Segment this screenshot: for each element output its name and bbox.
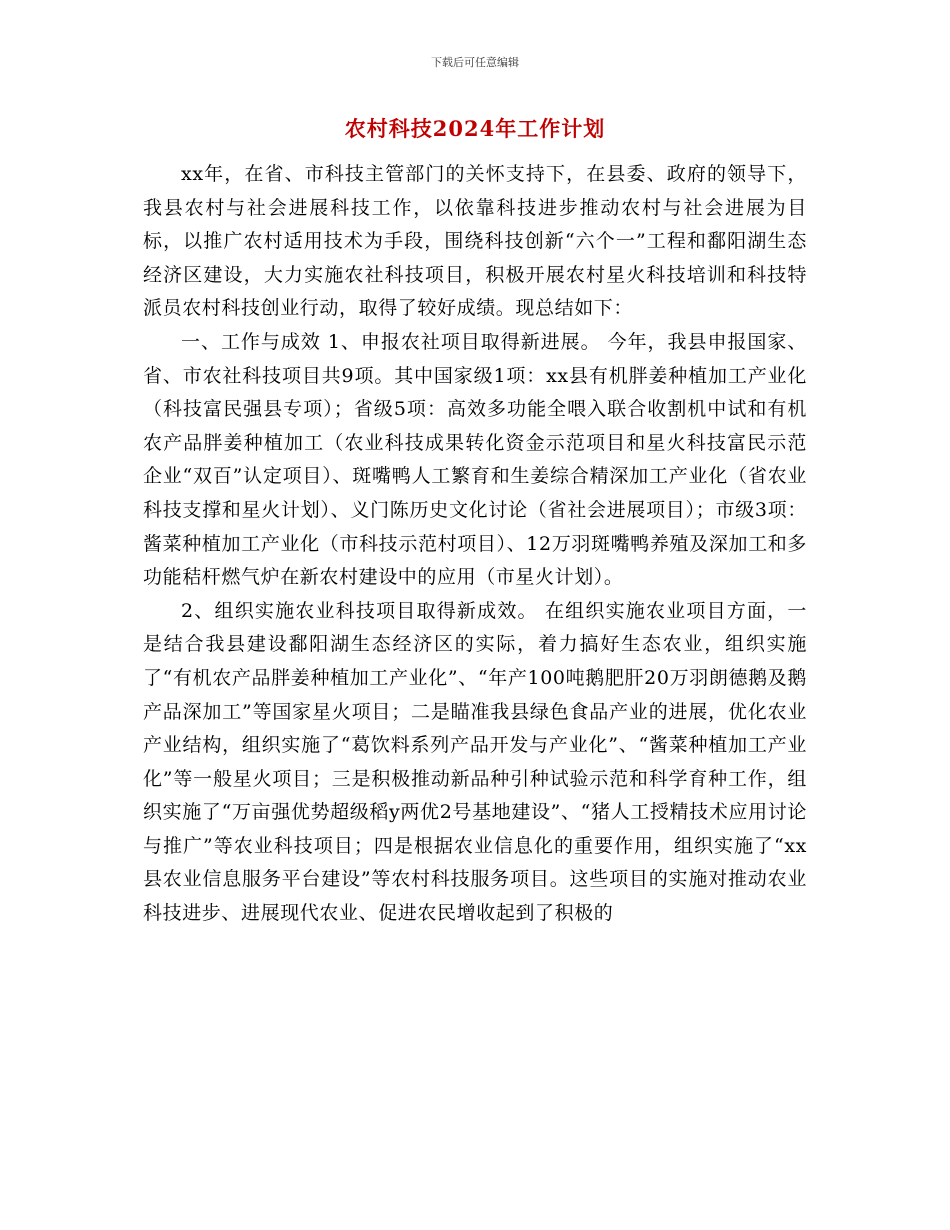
- document-title: 农村科技2024年工作计划: [344, 116, 606, 141]
- paragraph-intro: xx年，在省、市科技主管部门的关怀支持下，在县委、政府的领导下，我县农村与社会进展科技工作，以依靠科技进步推动农村与社会进展为目标，以推广农村适用技术为手段，围绕科技创新“六个一”工程和鄱阳湖生态经济区建设，大力实施农社科技项目，积极开展农村星火科技培训和科技特派员农村科技创业行动，取得了较好成绩。现总结如下：: [143, 163, 807, 320]
- page-header: 下载后可任意编辑: [431, 56, 519, 69]
- document-body: [143, 158, 807, 931]
- paragraph-section-1: 一、工作与成效 1、申报农社项目取得新进展。 今年，我县申报国家、省、市农社科技项目共9项。其中国家级1项：xx县有机胖姜种植加工产业化（科技富民强县专项）；省级5项：高效多功能全喂入联合收割机中试和有机农产品胖姜种植加工（农业科技成果转化资金示范项目和星火科技富民示范企业“双百”认定项目）、斑嘴鸭人工繁育和生姜综合精深加工产业化（省农业科技支撑和星火计划）、义门陈历史文化讨论（省社会进展项目）；市级3项：酱菜种植加工产业化（市科技示范村项目）、12万羽斑嘴鸭养殖及深加工和多功能秸杆燃气炉在新农村建设中的应用（市星火计划）。: [143, 330, 807, 589]
- paragraph-section-2: 2、组织实施农业科技项目取得新成效。 在组织实施农业项目方面，一是结合我县建设鄱阳湖生态经济区的实际，着力搞好生态农业，组织实施了“有机农产品胖姜种植加工产业化”、“年产100吨鹅肥肝20万羽朗德鹅及鹅产品深加工”等国家星火项目；二是瞄准我县绿色食品产业的进展，优化农业产业结构，组织实施了“葛饮料系列产品开发与产业化”、“酱菜种植加工产业化”等一般星火项目；三是积极推动新品种引种试验示范和科学育种工作，组织实施了“万亩强优势超级稻y两优2号基地建设”、“猪人工授精技术应用讨论与推广”等农业科技项目；四是根据农业信息化的重要作用，组织实施了“xx县农业信息服务平台建设”等农村科技服务项目。这些项目的实施对推动农业科技进步、进展现代农业、促进农民增收起到了积极的: [143, 599, 807, 925]
